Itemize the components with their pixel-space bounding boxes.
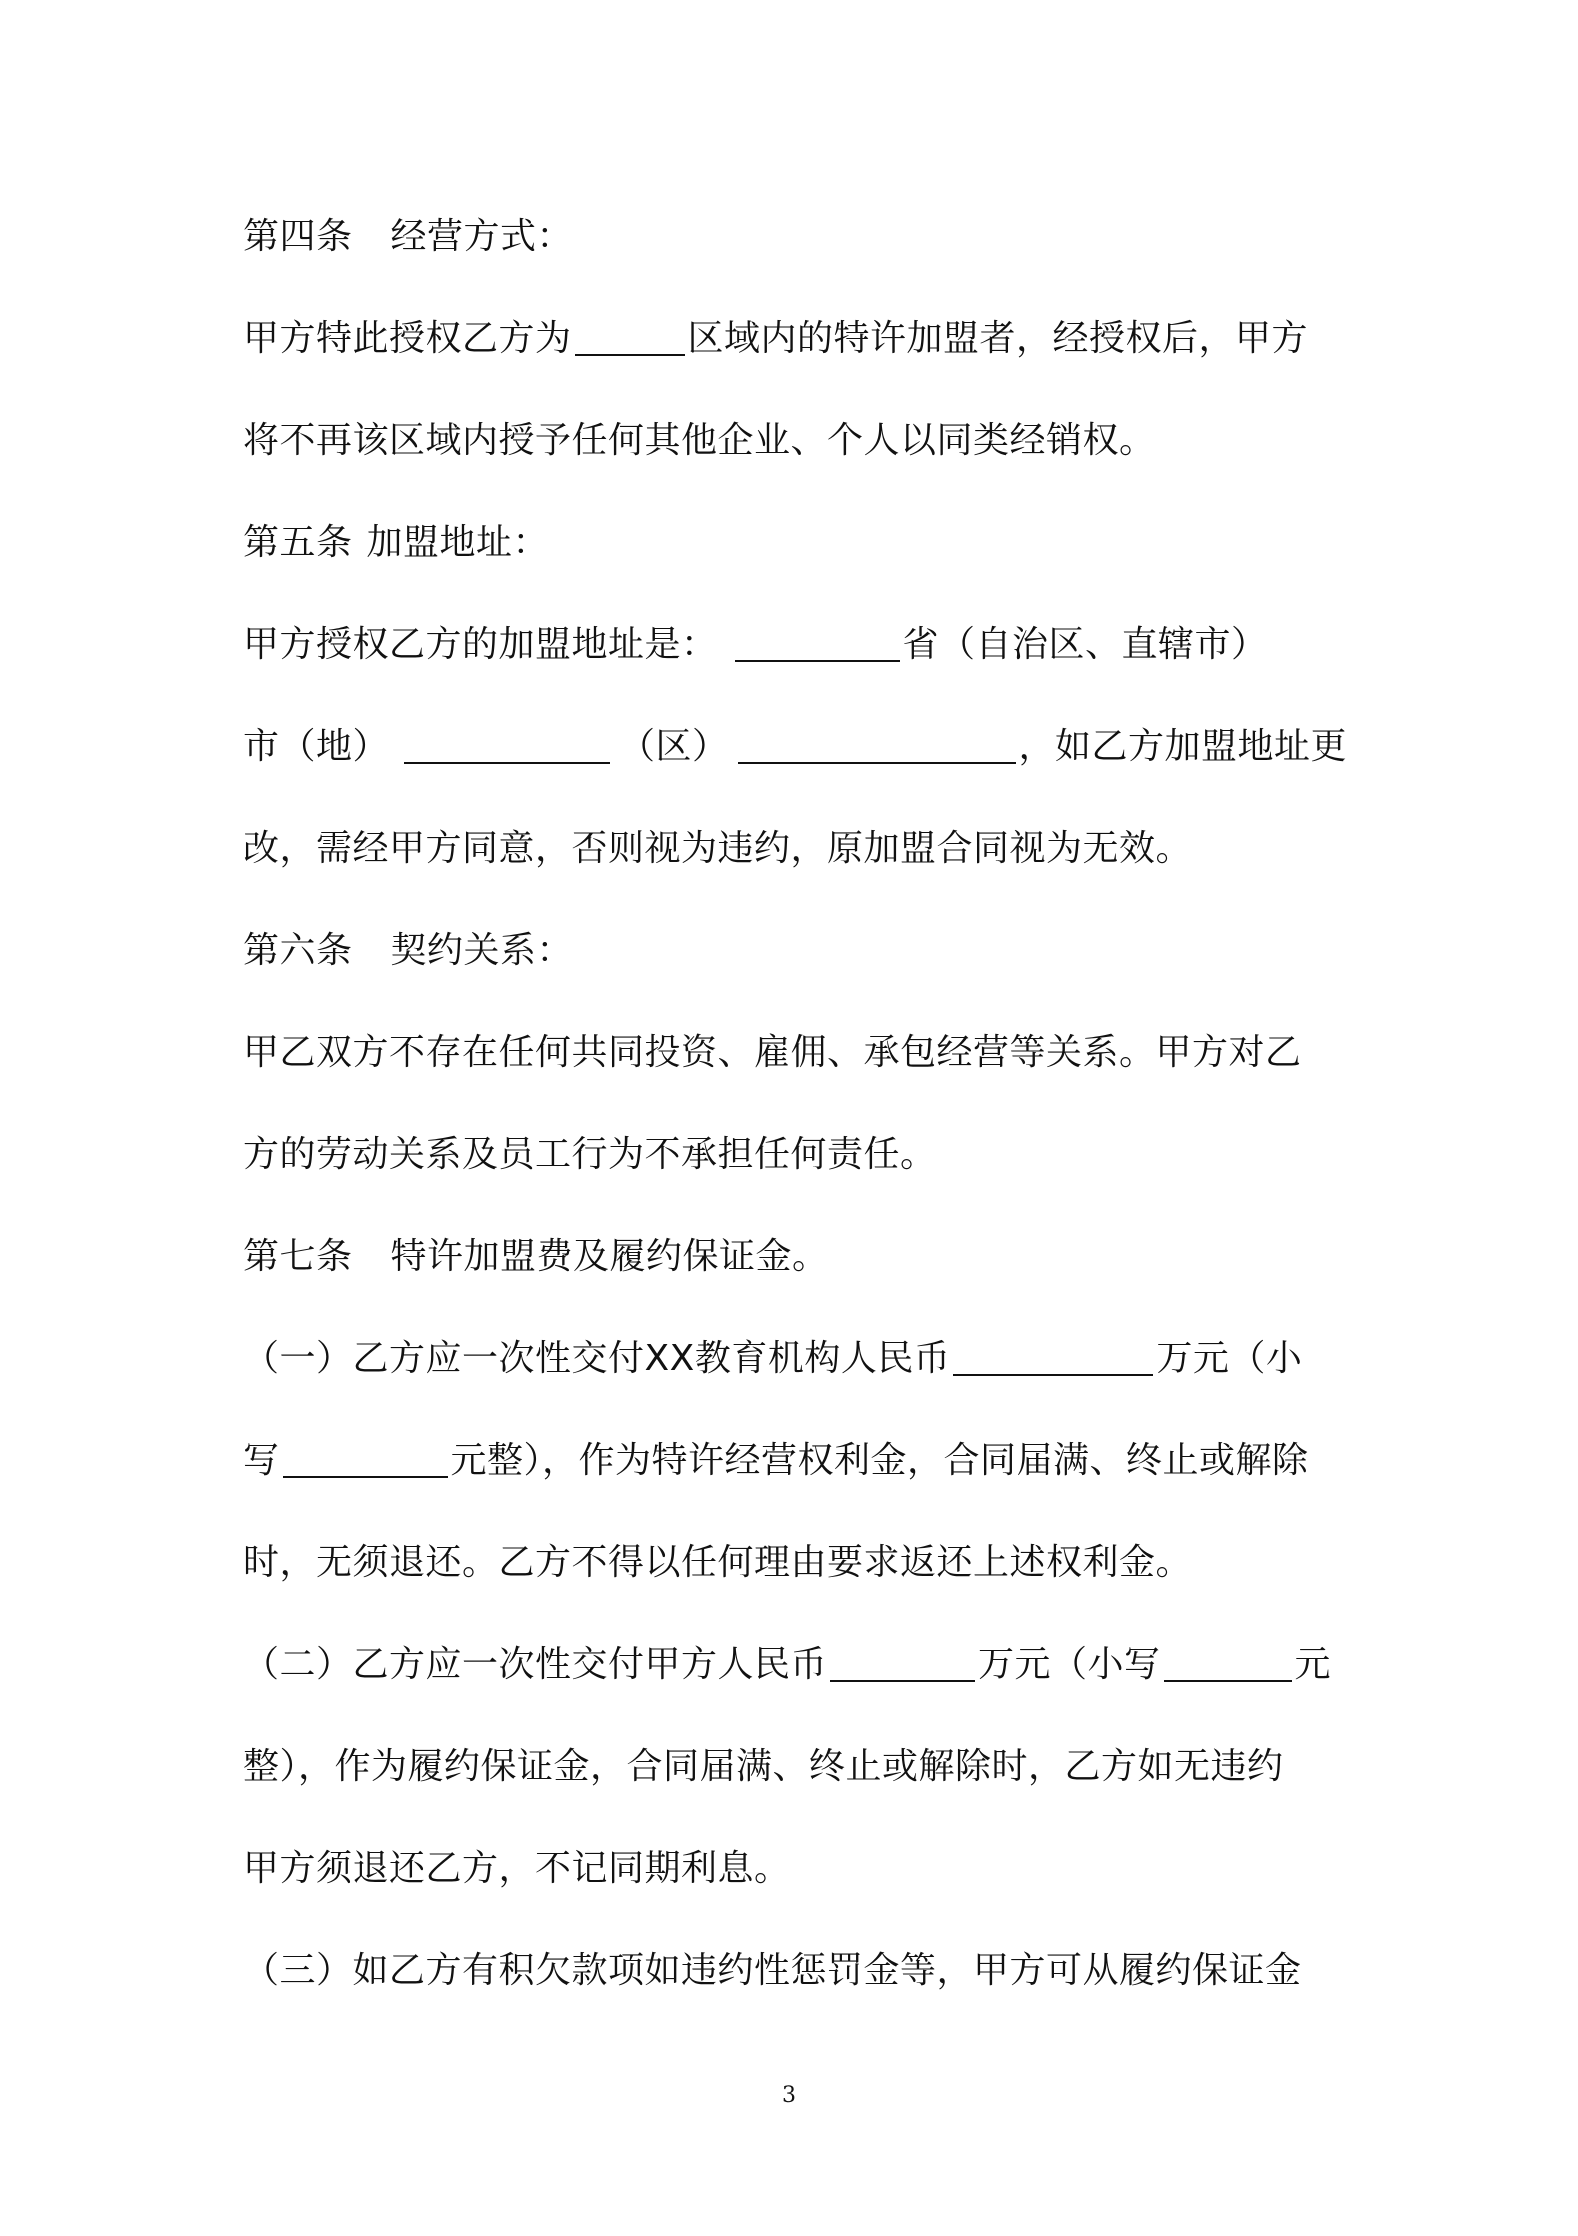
article-6-heading [243,927,573,975]
article-6-text-a: 甲乙双方不存在任何共同投资、雇佣、承包经营等关系。甲方对乙 [243,1032,1302,1073]
article-6-number: 第六条 [243,930,353,971]
franchise-fee-blank [953,1338,1153,1376]
clause-3-text-a: （三）如乙方有积欠款项如违约性惩罚金等，甲方可从履约保证金 [243,1950,1302,1991]
clause-2-text-c: 元 [1294,1644,1332,1685]
region-blank [575,318,685,356]
article-5-text-b: 省（自治区、直辖市） [902,624,1268,665]
city-blank [404,726,610,764]
article-7-title: 特许加盟费及履约保证金。 [390,1236,829,1277]
clause-2-text-d: 整），作为履约保证金，合同届满、终止或解除时，乙方如无违约 [243,1746,1284,1787]
clause-1-text-e: 时，无须退还。乙方不得以任何理由要求返还上述权利金。 [243,1542,1193,1583]
deposit-lower-blank [1164,1644,1292,1682]
article-5-text-d: （区） [619,726,729,767]
article-7-clause-2-line-2 [243,1743,1284,1791]
article-6-line-2 [243,1131,937,1179]
clause-1-text-d: 元整），作为特许经营权利金，合同届满、终止或解除 [450,1440,1309,1481]
clause-2-text-b: 万元（小写 [978,1644,1161,1685]
article-5-line-1 [243,621,1268,669]
article-6-line-1 [243,1029,1302,1077]
article-7-clause-2-line-1 [243,1641,1331,1689]
clause-2-text-a: （二）乙方应一次性交付甲方人民币 [243,1644,828,1685]
article-7-clause-1-line-3 [243,1539,1192,1587]
article-5-text-a: 甲方授权乙方的加盟地址是： [243,624,718,665]
article-4-text-c: 将不再该区域内授予任何其他企业、个人以同类经销权。 [243,420,1156,461]
article-5-text-c: 市（地） [243,726,390,767]
article-4-text-a: 甲方特此授权乙方为 [243,318,572,359]
clause-1-text-c: 写 [243,1440,280,1481]
article-7-number: 第七条 [243,1236,353,1277]
article-5-heading [243,519,549,567]
article-7-heading [243,1233,829,1281]
article-5-line-3 [243,825,1192,873]
article-4-title: 经营方式： [390,216,574,257]
article-4-line-2 [243,417,1156,465]
article-7-clause-3-line-1 [243,1947,1302,1995]
article-5-text-f: 改，需经甲方同意，否则视为违约，原加盟合同视为无效。 [243,828,1193,869]
article-7-clause-2-line-3 [243,1845,791,1893]
article-4-text-b: 区域内的特许加盟者，经授权后，甲方 [687,318,1309,359]
article-5-title: 加盟地址： [366,522,550,563]
district-blank [738,726,1016,764]
clause-1-text-b: 万元（小 [1156,1338,1303,1379]
article-4-heading [243,213,573,261]
article-5-text-e: ，如乙方加盟地址更 [1018,726,1348,767]
deposit-blank [830,1644,975,1682]
article-4-line-1 [243,315,1308,363]
page-number: 3 [782,2083,796,2108]
article-6-title: 契约关系： [390,930,574,971]
province-blank [735,624,900,662]
article-4-number: 第四条 [243,216,353,257]
clause-1-text-a: （一）乙方应一次性交付XX教育机构人民币 [243,1338,951,1379]
article-7-clause-1-line-2 [243,1437,1309,1485]
franchise-fee-lower-blank [283,1440,448,1478]
article-5-number: 第五条 [243,522,353,563]
article-5-line-2 [243,723,1347,771]
article-6-text-b: 方的劳动关系及员工行为不承担任何责任。 [243,1134,937,1175]
clause-2-text-e: 甲方须退还乙方，不记同期利息。 [243,1848,791,1889]
article-7-clause-1-line-1 [243,1335,1302,1383]
